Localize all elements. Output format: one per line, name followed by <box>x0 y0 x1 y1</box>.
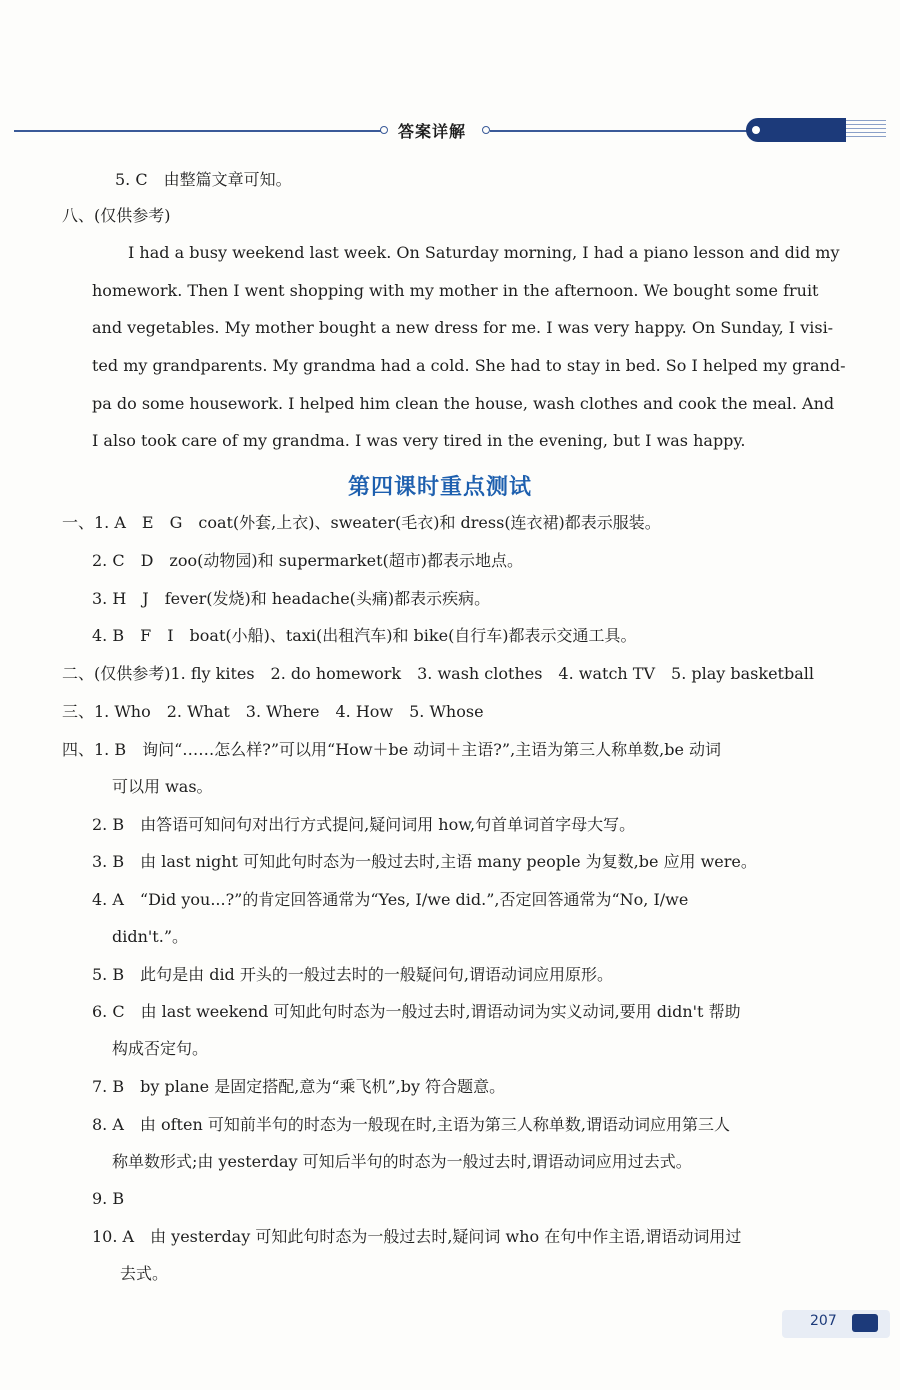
part4-item: 四、1. B 询问“……怎么样?”可以用“How＋be 动词＋主语?”,主语为第三人称单数,be 动词 <box>62 740 722 759</box>
part1-item: 4. B F I boat(小船)、taxi(出租汽车)和 bike(自行车)都表示交通工具。 <box>92 626 637 645</box>
part1-item: 3. H J fever(发烧)和 headache(头痛)都表示疾病。 <box>92 589 491 608</box>
part2: 二、(仅供参考)1. fly kites 2. do homework 3. wash clothes 4. watch TV 5. play basketball <box>62 664 815 683</box>
part4-item: 称单数形式;由 yesterday 可知后半句的时态为一般过去时,谓语动词应用过去式。 <box>112 1152 692 1171</box>
page-corner-mark <box>852 1314 878 1332</box>
part4-item: 10. A 由 yesterday 可知此句时态为一般过去时,疑问词 who 在句中作主语,谓语动词用过 <box>92 1227 742 1246</box>
part4-item: 2. B 由答语可知问句对出行方式提问,疑问词用 how,句首单词首字母大写。 <box>92 815 636 834</box>
header-rule-left <box>14 130 386 132</box>
section-8-heading: 八、(仅供参考) <box>62 206 171 225</box>
part4-item: 8. A 由 often 可知前半句的时态为一般现在时,主语为第三人称单数,谓语动词应用第三人 <box>92 1115 731 1134</box>
part1-item: 一、1. A E G coat(外套,上衣)、sweater(毛衣)和 dress(连衣裙)都表示服装。 <box>62 513 661 532</box>
part3: 三、1. Who 2. What 3. Where 4. How 5. Whose <box>62 702 484 721</box>
part4-item: 5. B 此句是由 did 开头的一般过去时的一般疑问句,谓语动词应用原形。 <box>92 965 613 984</box>
part4-item: 9. B <box>92 1189 125 1208</box>
essay-line: I had a busy weekend last week. On Saturday morning, I had a piano lesson and did my <box>128 243 840 262</box>
header-ornament-right <box>482 126 490 134</box>
part4-item: 4. A “Did you...?”的肯定回答通常为“Yes, I/we did.”,否定回答通常为“No, I/we <box>92 890 689 909</box>
part1-item: 2. C D zoo(动物园)和 supermarket(超市)都表示地点。 <box>92 551 524 570</box>
header-tab <box>746 118 846 142</box>
essay-line: ted my grandparents. My grandma had a cold. She had to stay in bed. So I helped my grand- <box>92 356 846 375</box>
part4-item: 可以用 was。 <box>112 777 213 796</box>
header-ornament-left <box>380 126 388 134</box>
essay-line: pa do some housework. I helped him clean the house, wash clothes and cook the meal. And <box>92 394 835 413</box>
essay-line: I also took care of my grandma. I was very tired in the evening, but I was happy. <box>92 431 746 450</box>
part4-item: 3. B 由 last night 可知此句时态为一般过去时,主语 many people 为复数,be 应用 were。 <box>92 852 757 871</box>
part4-item: 7. B by plane 是固定搭配,意为“乘飞机”,by 符合题意。 <box>92 1077 506 1096</box>
essay-line: and vegetables. My mother bought a new dress for me. I was very happy. On Sunday, I visi- <box>92 318 834 337</box>
header-stripes <box>846 120 886 140</box>
section-title: 第四课时重点测试 <box>347 475 532 500</box>
page-number: 207 <box>810 1313 837 1329</box>
part4-item: didn't.”。 <box>112 927 189 946</box>
essay-line: homework. Then I went shopping with my mother in the afternoon. We bought some fruit <box>92 281 819 300</box>
header-title: 答案详解 <box>398 122 467 141</box>
answer-5c: 5. C 由整篇文章可知。 <box>115 170 292 189</box>
header-rule-right <box>490 130 748 132</box>
part4-item: 去式。 <box>120 1264 169 1283</box>
part4-item: 6. C 由 last weekend 可知此句时态为一般过去时,谓语动词为实义动词,要用 didn't 帮助 <box>92 1002 741 1021</box>
header-tab-dot <box>752 126 760 134</box>
part4-item: 构成否定句。 <box>112 1039 209 1058</box>
